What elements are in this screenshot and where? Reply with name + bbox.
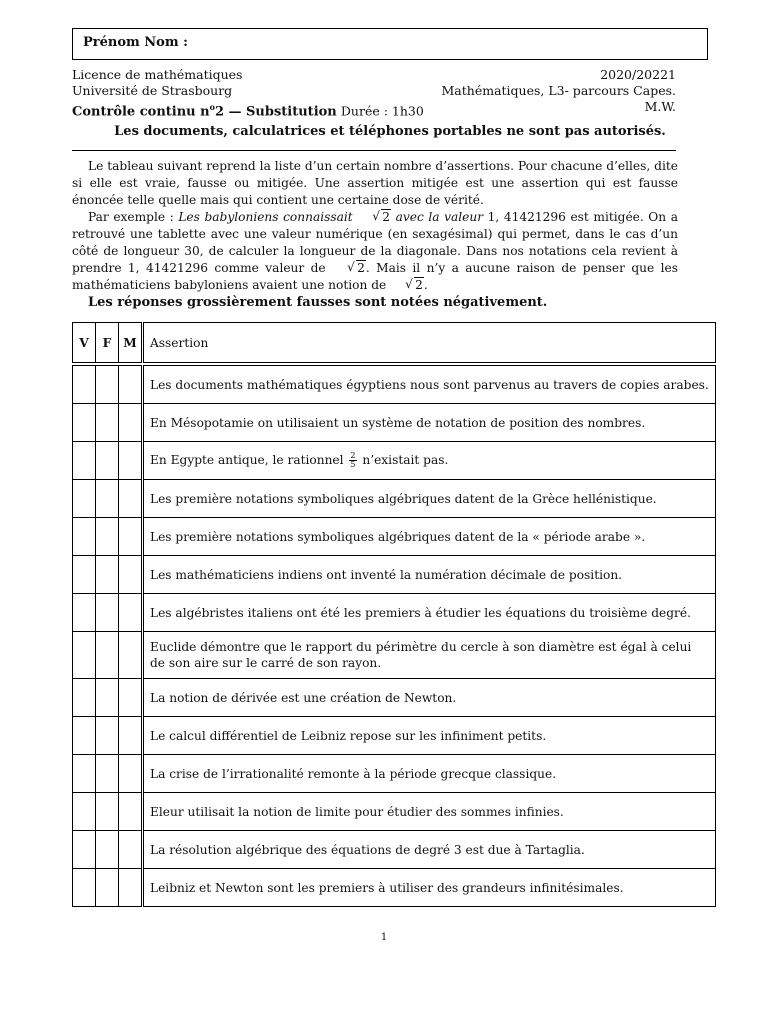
assertion-text: Les première notations symboliques algébriques datent de la « période arabe ».	[143, 518, 716, 556]
table-row	[73, 679, 716, 717]
exam-title-text: Contrôle continu n	[72, 104, 210, 120]
assertion-text: Euclide démontre que le rapport du périmètre du cercle à son diamètre est égal à celui de son aire sur le carré de son rayon.	[143, 632, 716, 679]
checkbox-f[interactable]	[96, 755, 119, 793]
checkbox-v[interactable]	[73, 594, 96, 632]
assertion-text	[143, 442, 716, 480]
example-explanation: est mitigée. On a retrouvé une tablette avec une valeur numérique (en sexagésimal) qui permet, dans le cas d’un côté de longueur 30, de calculer la longueur de la diagonale. Dans nos notations cela revient à prendre 1, 41421296 comme valeur de	[72, 210, 678, 275]
checkbox-f[interactable]	[96, 632, 119, 679]
checkbox-m[interactable]	[119, 679, 143, 717]
checkbox-v[interactable]	[73, 556, 96, 594]
example-explanation-2: . Mais il n’y a aucune raison de penser que les mathématiciens babyloniens avaient une notion de	[72, 261, 678, 292]
assertion-text: La crise de l’irrationalité remonte à la période grecque classique.	[143, 755, 716, 793]
header-assertion: Assertion	[143, 323, 716, 363]
fraction	[349, 452, 356, 469]
example-value: 1, 41421296	[487, 210, 566, 224]
checkbox-m[interactable]	[119, 717, 143, 755]
checkbox-f[interactable]	[96, 831, 119, 869]
intro-paragraph: Le tableau suivant reprend la liste d’un certain nombre d’assertions. Pour chacune d’elles, dite si elle est vraie, fausse ou mitigée. Une assertion mitigée est une assertion qui est fausse énoncée telle quelle mais qui contient une certaine dose de vérité.	[72, 159, 678, 207]
header-vrai: V	[73, 323, 96, 363]
fraction-numerator: 2	[350, 451, 356, 460]
table-row	[73, 594, 716, 632]
assertion-text: La notion de dérivée est une création de Newton.	[143, 679, 716, 717]
checkbox-v[interactable]	[73, 793, 96, 831]
checkbox-m[interactable]	[119, 556, 143, 594]
checkbox-v[interactable]	[73, 755, 96, 793]
checkbox-m[interactable]	[119, 518, 143, 556]
assertion-text: En Mésopotamie on utilisaient un système de notation de position des nombres.	[143, 404, 716, 442]
checkbox-m[interactable]	[119, 755, 143, 793]
assertion-text: La résolution algébrique des équations de degré 3 est due à Tartaglia.	[143, 831, 716, 869]
example-prefix: Par exemple :	[88, 210, 179, 224]
course-name: Mathématiques, L3- parcours Capes.	[441, 83, 676, 98]
assertion-table	[72, 322, 716, 907]
checkbox-m[interactable]	[119, 404, 143, 442]
checkbox-f[interactable]	[96, 480, 119, 518]
checkbox-f[interactable]	[96, 717, 119, 755]
assertion-text: Eleur utilisait la notion de limite pour étudier des sommes infinies.	[143, 793, 716, 831]
checkbox-m[interactable]	[119, 831, 143, 869]
institution-line-1: Licence de mathématiques	[72, 67, 243, 82]
checkbox-m[interactable]	[119, 793, 143, 831]
divider	[72, 150, 676, 151]
sqrt-symbol	[357, 209, 391, 226]
checkbox-m[interactable]	[119, 632, 143, 679]
example-paragraph	[72, 209, 678, 294]
table-row	[73, 793, 716, 831]
exam-title-num: 2 — Substitution	[214, 104, 337, 120]
negative-marking-warning: Les réponses grossièrement fausses sont notées négativement.	[88, 295, 548, 310]
table-row	[73, 755, 716, 793]
assertion-text: Leibniz et Newton sont les premiers à utiliser des grandeurs infinitésimales.	[143, 869, 716, 907]
assertion-text-end: n’existait pas.	[362, 453, 449, 467]
checkbox-m[interactable]	[119, 366, 143, 404]
checkbox-v[interactable]	[73, 717, 96, 755]
checkbox-v[interactable]	[73, 404, 96, 442]
checkbox-f[interactable]	[96, 869, 119, 907]
table-header-row	[73, 323, 716, 363]
table-row	[73, 556, 716, 594]
exam-notice: Les documents, calculatrices et téléphones portables ne sont pas autorisés.	[114, 124, 666, 139]
table-row	[73, 632, 716, 679]
checkbox-f[interactable]	[96, 518, 119, 556]
sqrt-arg-2: 2	[357, 261, 365, 275]
assertion-text: Le calcul différentiel de Leibniz repose sur les infiniment petits.	[143, 717, 716, 755]
checkbox-f[interactable]	[96, 679, 119, 717]
checkbox-f[interactable]	[96, 404, 119, 442]
name-label: Prénom Nom :	[83, 35, 188, 50]
checkbox-v[interactable]	[73, 480, 96, 518]
page-number: 1	[380, 932, 388, 943]
example-end: .	[423, 278, 428, 292]
checkbox-f[interactable]	[96, 442, 119, 480]
checkbox-v[interactable]	[73, 632, 96, 679]
assertion-text: Les algébristes italiens ont été les premiers à étudier les équations du troisième degré.	[143, 594, 716, 632]
institution-line-2: Université de Strasbourg	[72, 83, 233, 98]
table-row	[73, 366, 716, 404]
checkbox-v[interactable]	[73, 831, 96, 869]
author-initials: M.W.	[644, 99, 676, 114]
checkbox-m[interactable]	[119, 480, 143, 518]
checkbox-v[interactable]	[73, 869, 96, 907]
exam-title	[72, 99, 424, 120]
checkbox-m[interactable]	[119, 869, 143, 907]
checkbox-v[interactable]	[73, 518, 96, 556]
exam-duration: Durée : 1h30	[340, 103, 424, 119]
checkbox-m[interactable]	[119, 594, 143, 632]
table-row	[73, 717, 716, 755]
example-claim: Les babyloniens connaissait	[178, 210, 353, 224]
table-row	[73, 831, 716, 869]
checkbox-f[interactable]	[96, 556, 119, 594]
assertion-text: Les mathématiciens indiens ont inventé la numération décimale de position.	[143, 556, 716, 594]
header-faux: F	[96, 323, 119, 363]
header-right	[400, 67, 676, 115]
checkbox-f[interactable]	[96, 793, 119, 831]
checkbox-f[interactable]	[96, 366, 119, 404]
sqrt-arg-3: 2	[415, 278, 423, 292]
name-field[interactable]	[72, 28, 708, 60]
sqrt-arg-1: 2	[382, 210, 391, 224]
table-row	[73, 442, 716, 480]
assertion-text-start: En Egypte antique, le rationnel	[150, 453, 344, 467]
fraction-denominator: 5	[350, 460, 356, 469]
assertion-text: Les première notations symboliques algébriques datent de la Grèce hellénistique.	[143, 480, 716, 518]
exam-title-sup: o	[209, 102, 215, 112]
table-row	[73, 404, 716, 442]
checkbox-f[interactable]	[96, 594, 119, 632]
header-left	[72, 67, 424, 120]
sqrt-symbol	[390, 277, 424, 294]
assertion-text: Les documents mathématiques égyptiens nous sont parvenus au travers de copies arabes.	[143, 366, 716, 404]
table-row	[73, 480, 716, 518]
table-row	[73, 518, 716, 556]
example-claim-2: avec la valeur	[395, 210, 484, 224]
checkbox-m[interactable]	[119, 442, 143, 480]
sqrt-symbol	[332, 260, 366, 277]
academic-year: 2020/20221	[600, 67, 676, 82]
checkbox-v[interactable]	[73, 366, 96, 404]
table-row	[73, 869, 716, 907]
checkbox-v[interactable]	[73, 442, 96, 480]
header-mitigee: M	[119, 323, 143, 363]
checkbox-v[interactable]	[73, 679, 96, 717]
